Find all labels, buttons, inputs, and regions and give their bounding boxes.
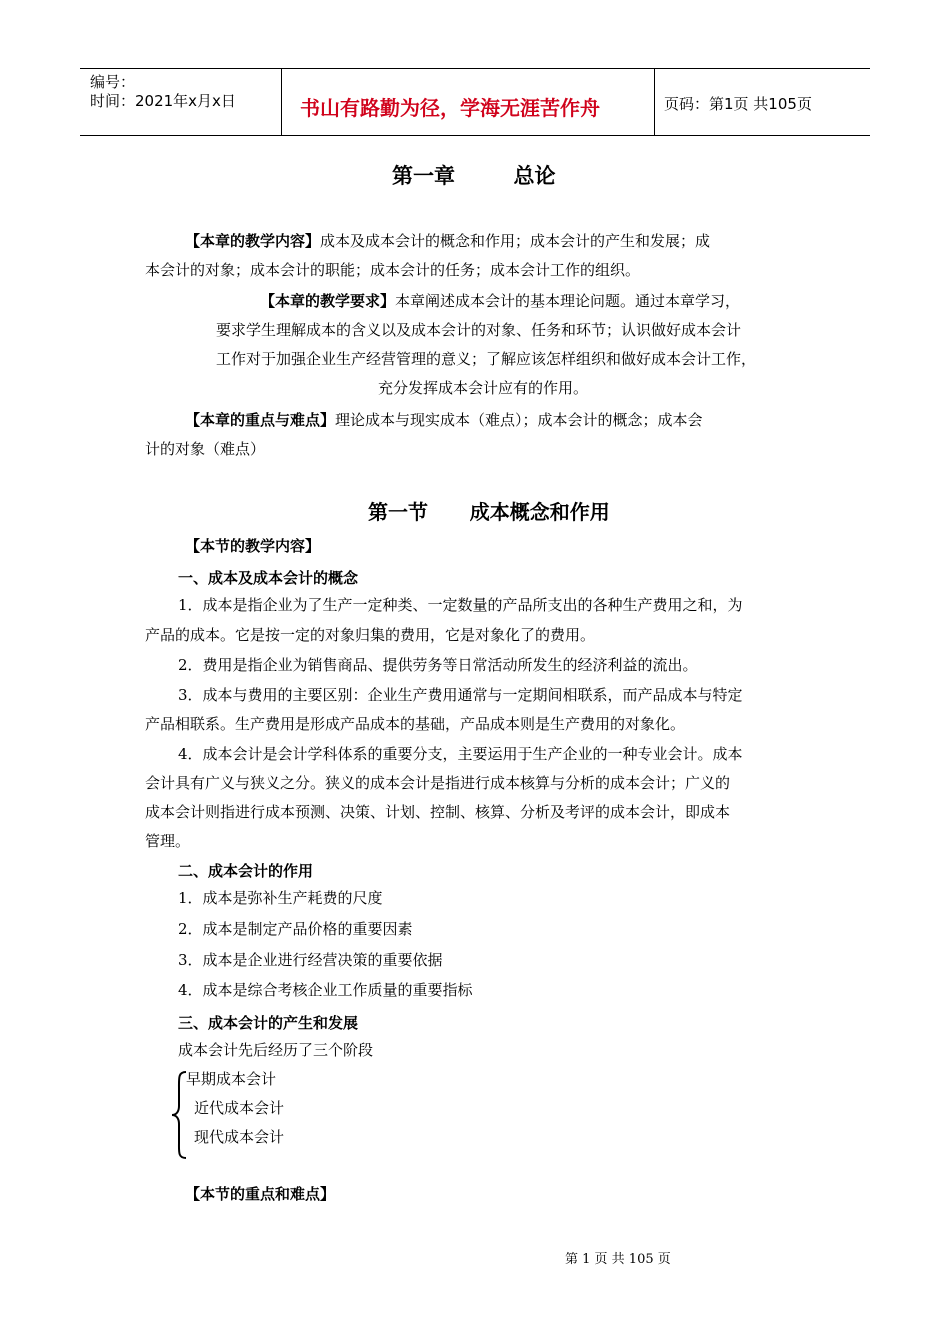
header-motto: 书山有路勤为径，学海无涯苦作舟 [300, 96, 600, 120]
concept-line-7: 会计具有广义与狭义之分。狭义的成本会计是指进行成本核算与分析的成本会计；广义的 [145, 774, 731, 792]
chapter-key-text: 理论成本与现实成本（难点）；成本会计的概念；成本会 [335, 411, 703, 429]
chapter-content-line-1 [185, 226, 710, 256]
concept-line-1: 1．成本是指企业为了生产一定种类、一定数量的产品所支出的各种生产费用之和，为 [178, 596, 743, 614]
concept-line-5: 产品相联系。生产费用是形成产品成本的基础，产品成本则是生产费用的对象化。 [145, 715, 686, 733]
concept-line-4: 3．成本与费用的主要区别：企业生产费用通常与一定期间相联系，而产品成本与特定 [178, 686, 743, 704]
heading-development: 三、成本会计的产生和发展 [178, 1014, 359, 1032]
stage-item-2: 近代成本会计 [194, 1099, 285, 1117]
chapter-content-tag: 【本章的教学内容】 [185, 232, 321, 250]
concept-line-3: 2．费用是指企业为销售商品、提供劳务等日常活动所发生的经济利益的流出。 [178, 656, 698, 674]
header-time-label: 时间：2021年x月x日 [90, 92, 236, 110]
chapter-require-tag: 【本章的教学要求】 [260, 292, 396, 310]
concept-line-8: 成本会计则指进行成本预测、决策、计划、控制、核算、分析及考评的成本会计，即成本 [145, 803, 731, 821]
chapter-key-line-2: 计的对象（难点） [145, 440, 266, 458]
chapter-require-line-1 [260, 286, 740, 316]
heading-role: 二、成本会计的作用 [178, 862, 314, 880]
section-title: 第一节 成本概念和作用 [368, 500, 610, 524]
section-key-tag: 【本节的重点和难点】 [185, 1185, 336, 1203]
chapter-require-line-4: 充分发挥成本会计应有的作用。 [378, 379, 589, 397]
header-divider-2 [654, 68, 655, 136]
header-top-border [80, 68, 870, 69]
heading-concept: 一、成本及成本会计的概念 [178, 569, 359, 587]
chapter-key-line-1 [185, 405, 703, 435]
chapter-require-line-3: 工作对于加强企业生产经营管理的意义；了解应该怎样组织和做好成本会计工作， [216, 350, 757, 368]
stage-item-1: 早期成本会计 [186, 1070, 277, 1088]
header-divider-1 [281, 68, 282, 136]
chapter-require-line-2: 要求学生理解成本的含义以及成本会计的对象、任务和环节；认识做好成本会计 [216, 321, 742, 339]
concept-line-9: 管理。 [145, 832, 191, 850]
page-footer: 第 1 页 共 105 页 [565, 1252, 671, 1267]
role-item-3: 3．成本是企业进行经营决策的重要依据 [178, 951, 443, 969]
header-bottom-border [80, 135, 870, 136]
role-item-4: 4．成本是综合考核企业工作质量的重要指标 [178, 981, 473, 999]
concept-line-6: 4．成本会计是会计学科体系的重要分支，主要运用于生产企业的一种专业会计。成本 [178, 745, 743, 763]
chapter-title: 第一章 总论 [392, 164, 556, 188]
role-item-1: 1．成本是弥补生产耗费的尺度 [178, 889, 383, 907]
role-item-2: 2．成本是制定产品价格的重要因素 [178, 920, 413, 938]
chapter-key-tag: 【本章的重点与难点】 [185, 411, 336, 429]
header-number-label: 编号： [90, 73, 136, 91]
stage-item-3: 现代成本会计 [194, 1128, 285, 1146]
stages-intro: 成本会计先后经历了三个阶段 [178, 1041, 374, 1059]
chapter-content-line-2: 本会计的对象；成本会计的职能；成本会计的任务；成本会计工作的组织。 [145, 261, 641, 279]
header-page-label: 页码：第1页 共105页 [664, 95, 812, 113]
concept-line-2: 产品的成本。它是按一定的对象归集的费用，它是对象化了的费用。 [145, 626, 596, 644]
section-content-tag: 【本节的教学内容】 [185, 537, 321, 555]
chapter-require-text: 本章阐述成本会计的基本理论问题。通过本章学习， [395, 292, 741, 310]
chapter-content-text: 成本及成本会计的概念和作用；成本会计的产生和发展；成 [320, 232, 711, 250]
